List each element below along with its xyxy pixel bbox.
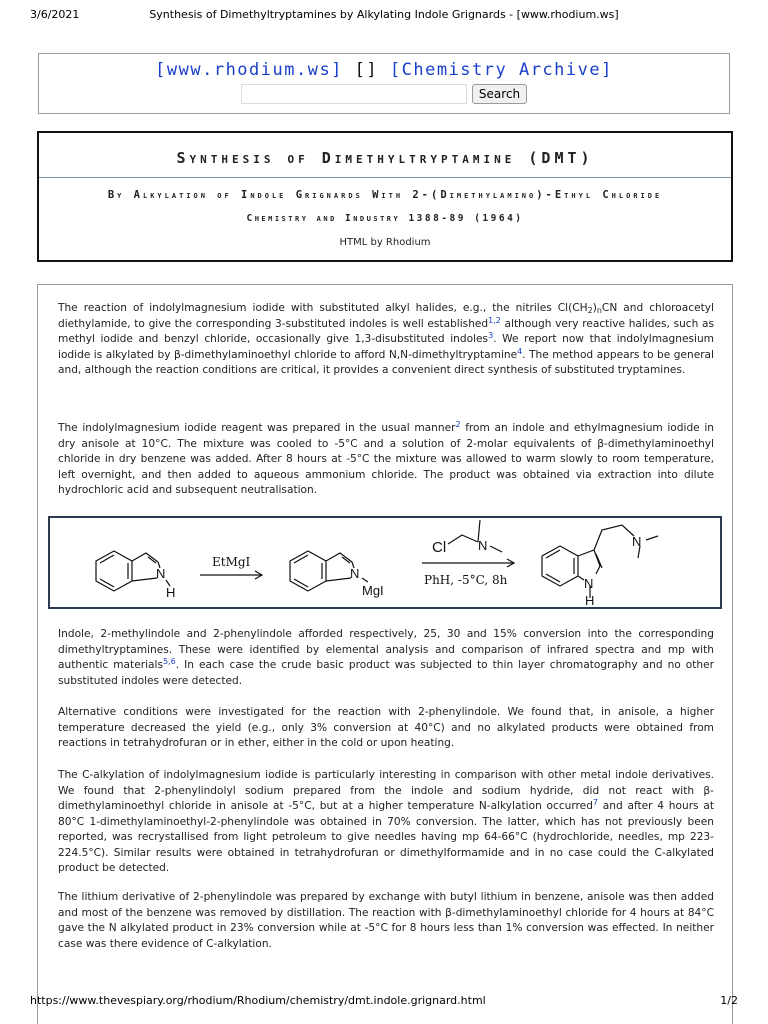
nitrogen-label: N bbox=[156, 566, 166, 581]
reference-link[interactable]: 4 bbox=[517, 346, 523, 356]
bond-line bbox=[132, 578, 157, 581]
reagent-etmgi: EtMgI bbox=[212, 555, 251, 569]
paragraph-results: Indole, 2-methylindole and 2-phenylindole afforded respectively, 25, 30 and 15% conversion into the corresponding dimethyltryptamines. These were identified by elemental analysis and comparison of infrared spectra and mp with authentic materials$^{5,6}$. In each case the crude basic product was subjected to thin layer chromatography and no other substituted indoles were detected. bbox=[58, 628, 714, 687]
print-page-number: 1/2 bbox=[720, 994, 738, 1007]
rhodium-site-link[interactable]: [www.rhodium.ws] bbox=[155, 60, 343, 80]
bond-line bbox=[294, 555, 308, 563]
paragraph-procedure: The indolylmagnesium iodide reagent was prepared in the usual manner$^2$ from an indole and ethylmagnesium iodide in dry anisole at 10°C. The mixture was cooled to -5°C and a solution of 2-molar equivalents of β-dimethylaminoethyl chloride in dry benzene was added. After 8 hours at -5°C the mixture was allowed to warm slowly to room temperature, left overnight, and then added to aqueous ammonium chloride. The product was obtained via extraction into dilute hydrochloric acid and subsequent neutralisation. bbox=[58, 420, 714, 496]
hydrogen-label: H bbox=[166, 585, 176, 600]
bond-line bbox=[546, 550, 560, 558]
reaction-scheme-diagram bbox=[50, 518, 720, 607]
chemistry-archive-link[interactable]: [Chemistry Archive] bbox=[389, 60, 613, 80]
bond-line bbox=[326, 578, 351, 581]
bond-line bbox=[132, 553, 158, 562]
bond-line bbox=[596, 566, 600, 574]
article-body bbox=[37, 284, 733, 1024]
bond-line bbox=[596, 554, 602, 568]
journal-reference: Chemistry and Industry 1388-89 (1964) bbox=[246, 213, 524, 224]
bond-line bbox=[100, 579, 114, 587]
nitrogen-label: N bbox=[632, 534, 642, 549]
search-row bbox=[39, 83, 729, 104]
bond-line bbox=[294, 579, 308, 587]
bond-line bbox=[578, 550, 600, 566]
print-header bbox=[0, 0, 768, 28]
bond-line bbox=[546, 574, 560, 582]
reaction-scheme bbox=[48, 516, 722, 609]
print-footer bbox=[0, 992, 768, 1012]
bond-line bbox=[326, 553, 352, 562]
reaction-conditions: PhH, -5°C, 8h bbox=[424, 573, 508, 587]
reference-link[interactable]: 5,6 bbox=[162, 657, 176, 666]
reference-link[interactable]: 3 bbox=[488, 331, 494, 340]
print-page-title: Synthesis of Dimethyltryptamines by Alkylating Indole Grignards - [www.rhodium.ws] bbox=[149, 8, 619, 21]
reference-link[interactable]: 7 bbox=[592, 798, 599, 807]
bond-line bbox=[100, 555, 114, 563]
bond-line bbox=[490, 546, 502, 552]
nitrogen-label: N bbox=[350, 566, 360, 581]
paragraph-alternative-conditions: Alternative conditions were investigated for the reaction with 2-phenylindole. We found that, in anisole, a higher temperature decreased the yield (e.g., only 3% conversion at 40°C) and no alkylated products were obtained from reactions in tetrahydrofuran or in ether, either in the cold or upon heating. bbox=[58, 706, 714, 749]
bond-line bbox=[448, 535, 478, 544]
search-input[interactable] bbox=[241, 84, 467, 104]
bond-line bbox=[646, 536, 658, 540]
reference-link[interactable]: 1,2 bbox=[488, 315, 501, 325]
hydrogen-label: H bbox=[585, 593, 595, 607]
indolyl-benzene-ring bbox=[290, 551, 326, 591]
nav-box bbox=[38, 53, 730, 114]
title-box bbox=[37, 131, 733, 262]
page-title: Synthesis of Dimethyltryptamine (DMT) bbox=[176, 149, 594, 167]
print-date: 3/6/2021 bbox=[30, 8, 80, 21]
paragraph-intro: The reaction of indolylmagnesium iodide with substituted alkyl halides, e.g., the nitriles $Cl(CH_2)_nCN$ and chloroacetyl diethylamide, to give the corresponding 3-substituted indoles is well established$^{1,2}$ although very reactive halides, such as methyl iodide and benzyl chloride, occasionally give 1,3-disubstituted indoles$^3$. We report now that indolylmagnesium iodide is alkylated by β-dimethylaminoethyl chloride to afford N,N-dimethyltryptamine$^4$. The method appears to be general and, although the reaction conditions are critical, it provides a convenient direct synthesis of substituted tryptamines. bbox=[58, 302, 714, 376]
nav-separator: [] bbox=[342, 60, 390, 80]
paragraph-lithium-derivative: The lithium derivative of 2-phenylindole was prepared by exchange with butyl lithium in benzene, anisole was then added and most of the benzene was removed by distillation. The reaction with β-dimethylaminoethyl chloride for 4 hours at 84°C gave the N alkylated product in 23% conversion while at -5°C for 8 hours less than 1% conversion was effected. In neither case was there evidence of C-alkylation. bbox=[58, 891, 714, 950]
nitrogen-label: N bbox=[584, 576, 594, 591]
print-url: https://www.thevespiary.org/rhodium/Rhodium/chemistry/dmt.indole.grignard.html bbox=[30, 994, 486, 1007]
chlorine-label: Cl bbox=[432, 539, 447, 556]
search-button[interactable]: Search bbox=[472, 84, 527, 104]
magnesium-iodide-label: MgI bbox=[362, 583, 384, 598]
title-divider bbox=[39, 177, 731, 178]
indole-benzene-ring bbox=[96, 551, 132, 591]
bond-line bbox=[362, 578, 368, 582]
tryptamine-benzene-ring bbox=[542, 546, 578, 586]
reference-link[interactable]: 2 bbox=[455, 420, 461, 429]
bond-line bbox=[594, 525, 634, 550]
nav-links bbox=[39, 60, 729, 80]
page-subtitle: By Alkylation of Indole Grignards With 2-(Dimethylamino)-Ethyl Chloride bbox=[107, 189, 663, 201]
paragraph-c-alkylation: The C-alkylation of indolylmagnesium iodide is particularly interesting in comparison with other metal indole derivatives. We found that 2-phenylindolyl sodium prepared from the indole and sodium hydride, did not react with β-dimethylaminoethyl chloride in anisole at -5°C, but at a higher temperature N-alkylation occurred$^7$ and after 4 hours at 80°C 1-dimethylaminoethyl-2-phenylindole was obtained in 70% conversion. The latter, which has not previously been reported, was recrystallised from light petroleum to give needles having mp 64-66°C (hydrochloride, needles, mp 223-224.5°C). Similar results were obtained in tetrahydrofuran or dimethylformamide and in no case could the C-alkylated product be detected. bbox=[58, 769, 714, 874]
nitrogen-label: N bbox=[478, 538, 488, 553]
html-credit: HTML by Rhodium bbox=[339, 237, 431, 248]
